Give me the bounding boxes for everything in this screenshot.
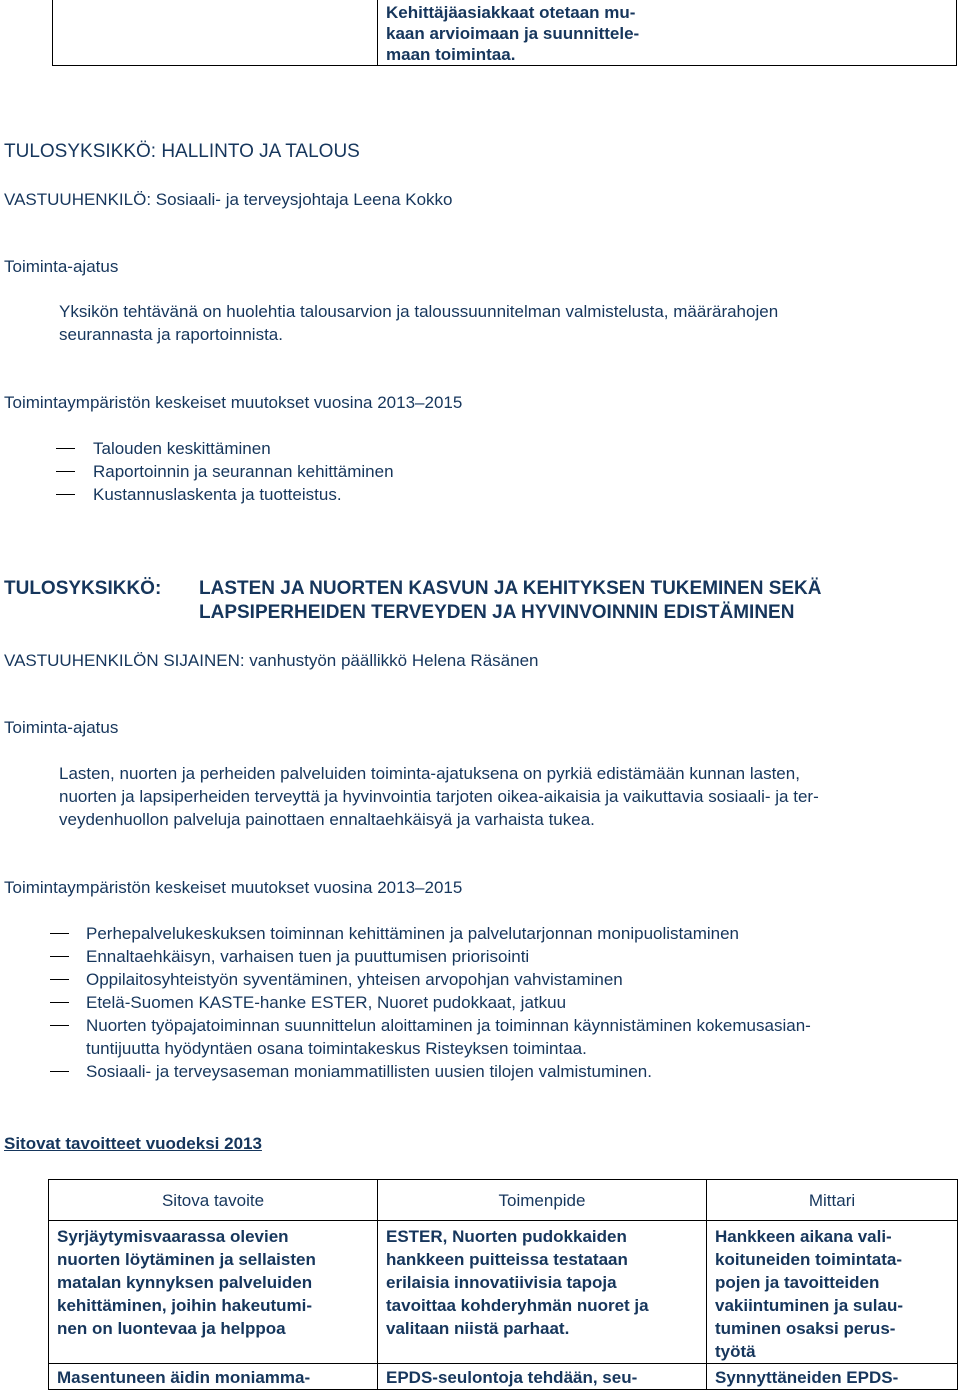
dash-bullet [50,979,69,980]
table-row [49,1221,958,1364]
responsible-person-admin: VASTUUHENKILÖ: Sosiaali- ja terveysjohtaja Leena Kokko [4,190,453,209]
list-item: Oppilaitosyhteistyön syventäminen, yhteisen arvopohjan vahvistaminen [86,968,811,991]
dash-bullet [50,1025,69,1026]
list-item: Ennaltaehkäisyn, varhaisen tuen ja puuttumisen priorisointi [86,945,811,968]
mission-line: nuorten ja lapsiperheiden terveyttä ja hyvinvointia tarjoten oikea-aikaisia ja vaikuttavia sosiaali- ja ter- [59,787,819,806]
mission-line: seurannasta ja raportoinnista. [59,325,283,344]
changes-heading-admin: Toimintaympäristön keskeiset muutokset vuosina 2013–2015 [4,393,463,412]
dash-bullet [56,494,75,495]
column-header-action: Toimenpide [378,1180,707,1221]
mission-line: veydenhuollon palveluja painottaen ennaltaehkäisyä ja varhaista tukea. [59,810,595,829]
mission-heading-children: Toiminta-ajatus [4,718,119,737]
mission-line: Yksikön tehtävänä on huolehtia talousarvion ja taloussuunnitelman valmistelusta, määrärahojen [59,302,779,321]
mission-text-children [59,762,819,831]
top-cell-line: maan toimintaa. [386,45,516,64]
responsible-person-children: VASTUUHENKILÖN SIJAINEN: vanhustyön päällikkö Helena Räsänen [4,651,539,670]
dash-bullet [56,448,75,449]
cell-indicator: Synnyttäneiden EPDS- [707,1364,958,1390]
column-header-indicator: Mittari [707,1180,958,1221]
list-item: Sosiaali- ja terveysaseman moniammatillisten uusien tilojen valmistuminen. [86,1060,811,1083]
mission-text-admin [59,300,778,346]
list-item: Kustannuslaskenta ja tuotteistus. [93,483,394,506]
changes-list-children [86,922,811,1083]
dash-bullet [56,471,75,472]
changes-heading-children: Toimintaympäristön keskeiset muutokset vuosina 2013–2015 [4,878,463,897]
binding-goals-heading: Sitovat tavoitteet vuodeksi 2013 [4,1134,262,1153]
list-item: Etelä-Suomen KASTE-hanke ESTER, Nuoret pudokkaat, jatkuu [86,991,811,1014]
changes-list-admin [93,437,394,506]
binding-goals-table [48,1179,958,1390]
list-item: Perhepalvelukeskuksen toiminnan kehittäminen ja palvelutarjonnan monipuolistaminen [86,922,811,945]
mission-line: Lasten, nuorten ja perheiden palveluiden toiminta-ajatuksena on pyrkiä edistämään kunnan lasten, [59,764,800,783]
list-item: Nuorten työpajatoiminnan suunnittelun aloittaminen ja toiminnan käynnistäminen kokemusasian- tuntijuutta hyödyntäen osana toimintakeskus Risteyksen toimintaa. [86,1014,811,1060]
mission-heading-admin: Toiminta-ajatus [4,257,119,276]
unit-label-children: TULOSYKSIKKÖ: [4,578,162,599]
dash-bullet [50,933,69,934]
cell-action: ESTER, Nuorten pudokkaiden hankkeen puitteissa testataan erilaisia innovatiivisia tapoja tavoittaa kohderyhmän nuoret ja valitaan niistä parhaat. [378,1221,707,1364]
dash-bullet [50,1071,69,1072]
dash-bullet [50,1002,69,1003]
cell-binding-goal: Masentuneen äidin moniamma- [49,1364,378,1390]
unit-title-admin: TULOSYKSIKKÖ: HALLINTO JA TALOUS [4,141,360,162]
cell-indicator: Hankkeen aikana vali- koituneiden toimintata- pojen ja tavoitteiden vakiintuminen ja sulau- tuminen osaksi perus- työtä [707,1221,958,1364]
table-row [49,1364,958,1390]
top-cell-line: kaan arvioimaan ja suunnittele- [386,24,640,43]
cell-action: EPDS-seulontoja tehdään, seu- [378,1364,707,1390]
cell-binding-goal: Syrjäytymisvaarassa olevien nuorten löytäminen ja sellaisten matalan kynnyksen palveluiden kehittäminen, joihin hakeutumi- nen on luontevaa ja helppoa [49,1221,378,1364]
column-header-binding-goal: Sitova tavoite [49,1180,378,1221]
unit-title-line: LAPSIPERHEIDEN TERVEYDEN JA HYVINVOINNIN EDISTÄMINEN [199,602,795,623]
list-item: Raportoinnin ja seurannan kehittäminen [93,460,394,483]
list-item: Talouden keskittäminen [93,437,394,460]
top-cell-text [386,2,726,65]
unit-title-children [199,577,821,625]
unit-title-line: LASTEN JA NUORTEN KASVUN JA KEHITYKSEN TUKEMINEN SEKÄ [199,578,822,599]
top-cell-line: Kehittäjäasiakkaat otetaan mu- [386,3,636,22]
table-header-row [49,1180,958,1221]
dash-bullet [50,956,69,957]
table-column-divider [377,0,378,65]
